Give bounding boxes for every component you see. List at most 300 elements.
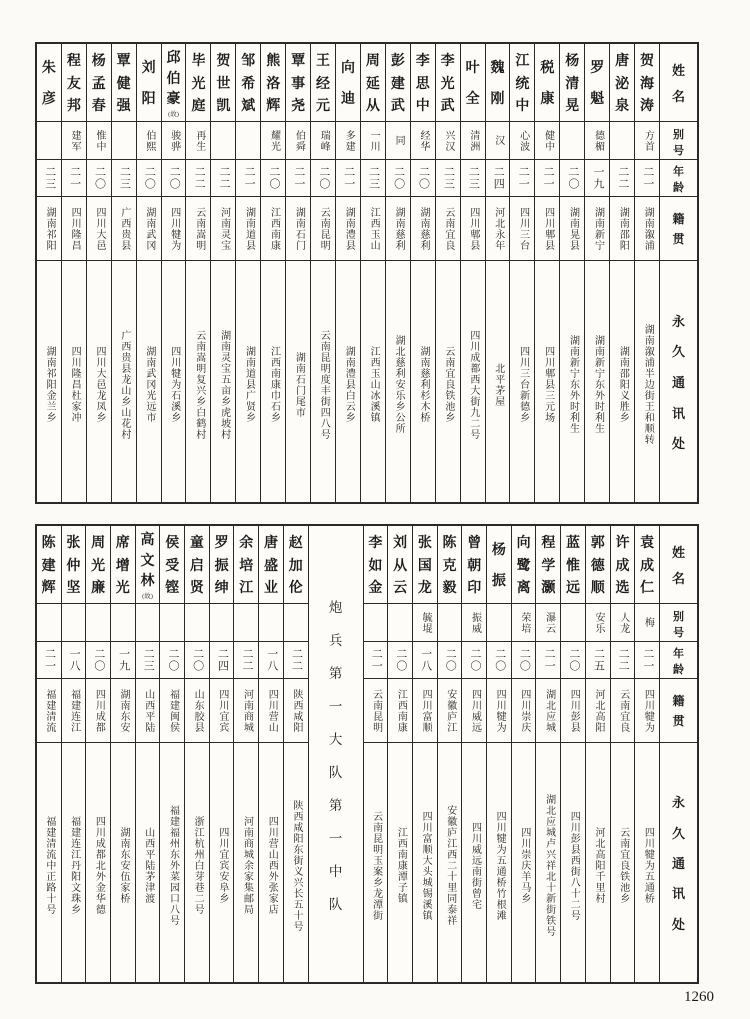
person-address: 四川犍为石溪乡	[168, 346, 180, 423]
person-alias	[136, 604, 160, 642]
char: 江	[515, 53, 530, 69]
char: 陈	[41, 535, 56, 551]
char: 杨	[91, 53, 106, 69]
person-alias: 骏骅	[162, 122, 186, 160]
char: 永	[671, 795, 685, 811]
person-native-place: 湖南澧县	[336, 197, 360, 261]
char: 李	[415, 53, 430, 69]
char: 罗	[590, 61, 605, 77]
person-name	[160, 526, 184, 604]
person-alias	[236, 122, 260, 160]
char: 魁	[590, 91, 605, 107]
char: 龄	[673, 182, 684, 194]
char: 加	[288, 558, 303, 574]
char: 罗	[214, 535, 229, 551]
person-age: 二〇	[388, 642, 412, 679]
person-column	[364, 526, 389, 982]
char: 伦	[288, 581, 303, 597]
char: 年	[673, 166, 684, 178]
header-column	[660, 44, 697, 502]
header-native-place	[660, 197, 697, 261]
person-address: 浙江杭州白芽巷二号	[192, 816, 204, 915]
char: 健	[116, 76, 131, 92]
char: 刚	[490, 91, 505, 107]
person-column	[361, 44, 386, 502]
person-age: 二〇	[185, 642, 209, 679]
person-native-place: 山东胶县	[185, 679, 209, 743]
person-address: 四川三台新德乡	[517, 346, 529, 423]
person-address: 福建福州东外菜园口八号	[167, 805, 179, 926]
person-column	[286, 44, 311, 502]
char: 程	[541, 535, 556, 551]
person-name	[486, 44, 510, 122]
person-address: 云南昆明度丰街四八号	[318, 329, 330, 440]
person-native-place: 安徽庐江	[438, 679, 462, 743]
person-age: 二三	[436, 160, 460, 197]
person-alias	[210, 604, 234, 642]
person-age: 二一	[535, 160, 559, 197]
person-native-place: 福建连江	[62, 679, 86, 743]
char: 袁	[640, 535, 655, 551]
char: 庭	[191, 99, 206, 115]
person-age: 二五	[586, 642, 610, 679]
char: 泌	[615, 76, 630, 92]
char: 唐	[264, 535, 278, 551]
char: 税	[540, 61, 555, 77]
person-age: 二四	[486, 160, 510, 197]
person-address: 四川犍为五通桥	[642, 827, 654, 904]
person-age: 二〇	[438, 642, 462, 679]
person-address: 湖南澧县白云乡	[343, 346, 355, 423]
person-name	[286, 44, 310, 122]
person-native-place: 云南昆明	[364, 679, 388, 743]
person-column	[284, 526, 309, 982]
char: 向	[516, 535, 531, 551]
char: 光	[91, 558, 106, 574]
char: 金	[368, 581, 383, 597]
header-address	[660, 743, 697, 982]
person-age: 二一	[536, 642, 560, 679]
person-native-place: 四川彭县	[561, 679, 585, 743]
char: 侯	[165, 535, 180, 551]
person-name	[635, 526, 659, 604]
char: 涛	[640, 99, 655, 115]
person-name	[535, 44, 559, 122]
person-name	[413, 526, 437, 604]
char: 别	[673, 129, 684, 141]
person-native-place: 四川威远	[462, 679, 486, 743]
char: 贺	[216, 53, 231, 69]
person-name	[86, 526, 110, 604]
char: 贯	[672, 714, 685, 729]
person-column	[635, 526, 660, 982]
person-name	[185, 526, 209, 604]
person-alias: 心波	[510, 122, 534, 160]
char: 通	[671, 374, 685, 390]
person-column	[535, 44, 560, 502]
person-age: 二二	[284, 642, 308, 679]
person-address: 四川宜宾安阜乡	[216, 827, 228, 904]
person-native-place: 湖南新宁	[585, 197, 609, 261]
char: 炮	[328, 599, 343, 615]
char: 杨	[491, 543, 506, 559]
person-alias	[388, 604, 412, 642]
char: 邹	[241, 53, 256, 69]
char: 伯	[166, 71, 181, 87]
person-alias: 汉	[486, 122, 510, 160]
char: 大	[328, 731, 343, 747]
char: 程	[66, 53, 81, 69]
roster-table-bottom	[35, 524, 699, 984]
char: 刘	[141, 61, 156, 77]
person-column	[259, 526, 284, 982]
char: 光	[115, 581, 130, 597]
char: 邱	[166, 51, 181, 67]
char: 思	[415, 76, 430, 92]
person-native-place: 四川富顺	[413, 679, 437, 743]
person-age: 二〇	[561, 642, 585, 679]
person-native-place: 云南宜良	[436, 197, 460, 261]
char: 海	[640, 76, 655, 92]
char: 文	[140, 553, 155, 569]
char: 名	[671, 570, 685, 586]
person-column	[37, 526, 62, 982]
person-column	[461, 44, 486, 502]
char: 建	[41, 558, 56, 574]
person-column	[438, 526, 463, 982]
person-native-place: 福建闽侯	[160, 679, 184, 743]
char: 仁	[640, 581, 655, 597]
person-name	[211, 44, 235, 122]
person-column	[436, 44, 461, 502]
char: 朝	[467, 558, 482, 574]
person-age: 二〇	[162, 160, 186, 197]
section-divider-label	[309, 526, 363, 982]
person-age: 二一	[286, 160, 310, 197]
person-native-place: 陕西咸阳	[284, 679, 308, 743]
person-column	[234, 526, 259, 982]
char: 籍	[672, 693, 685, 708]
person-name	[284, 526, 308, 604]
char: 强	[116, 99, 131, 115]
char: 久	[671, 825, 685, 841]
person-name	[234, 526, 258, 604]
person-address: 云南昆明玉案乡龙潭街	[370, 810, 382, 921]
char: 余	[239, 535, 254, 551]
person-native-place: 山西平陆	[136, 679, 160, 743]
person-age: 二二	[186, 160, 210, 197]
char: 贺	[640, 53, 655, 69]
person-column	[336, 44, 361, 502]
person-name	[560, 44, 584, 122]
person-age: 二〇	[137, 160, 161, 197]
person-alias	[234, 604, 258, 642]
char: 向	[340, 61, 355, 77]
person-name	[585, 44, 609, 122]
char: 魏	[490, 61, 505, 77]
person-alias: 安乐	[586, 604, 610, 642]
person-name	[136, 526, 160, 604]
person-name	[561, 526, 585, 604]
person-native-place: 湖南石门	[286, 197, 310, 261]
person-address: 陕西咸阳东街义兴长五十号	[290, 799, 302, 932]
person-name	[259, 526, 283, 604]
person-native-place: 四川崇庆	[512, 679, 536, 743]
person-address: 四川崇庆羊马乡	[518, 827, 530, 904]
person-address: 云南宜良铁池乡	[442, 346, 454, 423]
header-age	[660, 642, 697, 679]
person-column	[160, 526, 185, 982]
char: 龄	[673, 664, 684, 676]
char: 受	[165, 558, 180, 574]
person-name	[162, 44, 186, 122]
char: 成	[640, 558, 655, 574]
person-column	[560, 44, 585, 502]
person-name	[62, 44, 86, 122]
char: 振	[491, 573, 506, 589]
person-alias: 伯熙	[137, 122, 161, 160]
roster-table-top	[35, 42, 699, 504]
person-native-place: 湖南东安	[111, 679, 135, 743]
person-column	[62, 44, 87, 502]
person-name	[461, 44, 485, 122]
person-name	[611, 526, 635, 604]
char: 从	[393, 558, 408, 574]
person-age: 二二	[211, 160, 235, 197]
char: 德	[590, 558, 605, 574]
header-alias	[660, 604, 697, 642]
person-age: 二一	[364, 642, 388, 679]
char: 学	[541, 558, 556, 574]
char: 周	[91, 535, 106, 551]
person-address: 四川隆昌杜家冲	[69, 346, 81, 423]
person-age: 二三	[112, 160, 136, 197]
person-name	[87, 44, 111, 122]
char: 队	[328, 764, 343, 780]
person-age: 二二	[610, 160, 634, 197]
char: 许	[615, 535, 630, 551]
char: 第	[328, 797, 343, 813]
person-column	[87, 44, 112, 502]
char: 培	[239, 558, 254, 574]
person-native-place: 四川犍为	[487, 679, 511, 743]
header-alias	[660, 122, 697, 160]
person-address: 河南商城余家集邮局	[241, 816, 253, 915]
person-column	[510, 44, 535, 502]
person-native-place: 湖南慈利	[411, 197, 435, 261]
char: 张	[417, 535, 432, 551]
char: 处	[671, 436, 685, 452]
person-native-place: 江西南康	[388, 679, 412, 743]
person-age: 二三	[461, 160, 485, 197]
char: 坚	[66, 581, 81, 597]
person-name	[635, 44, 659, 122]
char: 全	[465, 91, 480, 107]
person-age: 二一	[236, 160, 260, 197]
person-age: 二一	[62, 160, 86, 197]
person-native-place: 湖南道县	[236, 197, 260, 261]
person-column	[186, 44, 211, 502]
person-native-place: 四川三台	[510, 197, 534, 261]
person-name	[361, 44, 385, 122]
person-name	[462, 526, 486, 604]
person-column	[236, 44, 261, 502]
person-alias	[560, 122, 584, 160]
char: 龙	[417, 581, 432, 597]
person-age: 二三	[37, 160, 61, 197]
person-native-place: 湖南邵阳	[610, 197, 634, 261]
char: 刘	[393, 535, 408, 551]
person-name	[137, 44, 161, 122]
person-age: 二二	[611, 642, 635, 679]
char: 鹭	[516, 558, 531, 574]
char: 李	[440, 53, 455, 69]
person-name	[436, 44, 460, 122]
char: 毕	[191, 53, 206, 69]
person-age: 二〇	[261, 160, 285, 197]
char: 铿	[165, 581, 180, 597]
person-column	[386, 44, 411, 502]
char: 凯	[216, 99, 231, 115]
char: 从	[365, 99, 380, 115]
char: 武	[390, 99, 405, 115]
person-column	[37, 44, 62, 502]
person-column	[610, 44, 635, 502]
person-alias: 再生	[186, 122, 210, 160]
char: 业	[264, 581, 278, 597]
person-alias	[487, 604, 511, 642]
person-column	[585, 44, 610, 502]
person-name-note: (故)	[168, 110, 179, 118]
person-native-place: 河南商城	[234, 679, 258, 743]
char: 国	[417, 558, 432, 574]
person-column	[486, 44, 511, 502]
person-address: 江西南康潭子镇	[395, 827, 407, 904]
person-address: 湖南溆浦半边街王和顺转	[642, 324, 654, 445]
char: 周	[365, 53, 380, 69]
person-native-place: 湖南武冈	[137, 197, 161, 261]
person-alias	[112, 122, 136, 160]
person-alias: 经华	[411, 122, 435, 160]
person-age: 二二	[234, 642, 258, 679]
person-address: 湖南石门尾市	[293, 351, 305, 418]
char: 别	[673, 611, 684, 623]
person-name	[37, 526, 61, 604]
char: 一	[328, 830, 343, 846]
person-column	[111, 526, 136, 982]
char: 王	[316, 53, 331, 69]
header-name	[660, 44, 697, 122]
person-age: 二一	[635, 642, 659, 679]
person-column	[210, 526, 235, 982]
person-native-place: 四川犍为	[162, 197, 186, 261]
person-name	[411, 44, 435, 122]
person-column	[86, 526, 111, 982]
char: 尧	[291, 99, 306, 115]
person-address: 湖北应城卢兴祥北十新街铁号	[543, 794, 555, 937]
person-alias	[111, 604, 135, 642]
person-age: 二〇	[462, 642, 486, 679]
person-native-place: 河北永年	[486, 197, 510, 261]
char: 仲	[66, 558, 81, 574]
person-name	[610, 44, 634, 122]
person-alias: 耀光	[261, 122, 285, 160]
char: 中	[515, 99, 530, 115]
person-name	[586, 526, 610, 604]
person-age: 二一	[510, 160, 534, 197]
char: 第	[328, 665, 343, 681]
person-address: 四川大邑龙凤乡	[94, 346, 105, 423]
person-name	[388, 526, 412, 604]
person-name	[386, 44, 410, 122]
person-name	[236, 44, 260, 122]
char: 兵	[328, 632, 343, 648]
person-alias: 梅	[635, 604, 659, 642]
person-address: 四川成都北外金华德	[93, 816, 105, 915]
char: 远	[566, 581, 581, 597]
char: 廉	[91, 581, 106, 597]
person-native-place: 湖南慈利	[386, 197, 410, 261]
person-age: 二四	[210, 642, 234, 679]
char: 年	[673, 648, 684, 660]
char: 队	[328, 896, 343, 912]
char: 洛	[266, 76, 281, 92]
person-alias: 瑞峰	[311, 122, 335, 160]
person-alias	[561, 604, 585, 642]
char: 唐	[615, 53, 630, 69]
person-alias: 兴汉	[436, 122, 460, 160]
person-age: 二〇	[487, 642, 511, 679]
person-native-place: 四川郫县	[535, 197, 559, 261]
person-address: 江西玉山冰溪镇	[368, 346, 380, 423]
person-name	[37, 44, 61, 122]
person-age: 二〇	[86, 642, 110, 679]
person-address: 湖南新宁东外时利生	[592, 335, 604, 434]
char: 盛	[264, 558, 278, 574]
person-name	[261, 44, 285, 122]
char: 邦	[66, 99, 81, 115]
person-address: 湖南祁阳金兰乡	[44, 346, 56, 423]
char: 选	[615, 581, 630, 597]
char: 张	[66, 535, 81, 551]
person-alias: 伯舜	[286, 122, 310, 160]
person-age: 一九	[585, 160, 609, 197]
person-alias: 惟中	[87, 122, 111, 160]
char: 经	[316, 76, 331, 92]
person-alias: 健中	[535, 122, 559, 160]
person-native-place: 广西贵县	[112, 197, 136, 261]
person-address: 湖南道县广贤乡	[243, 346, 255, 423]
char: 离	[516, 581, 531, 597]
person-native-place: 四川宜宾	[210, 679, 234, 743]
char: 姓	[671, 63, 685, 79]
char: 克	[442, 558, 457, 574]
char: 讯	[671, 886, 685, 902]
person-address: 江西南康巾石乡	[268, 346, 280, 423]
person-column	[512, 526, 537, 982]
char: 席	[115, 535, 130, 551]
char: 覃	[291, 53, 306, 69]
char: 光	[440, 76, 455, 92]
char: 赵	[288, 535, 303, 551]
person-native-place: 四川隆昌	[62, 197, 86, 261]
char: 灏	[541, 581, 556, 597]
char: 延	[365, 76, 380, 92]
person-column	[413, 526, 438, 982]
person-alias: 一川	[361, 122, 385, 160]
char: 彭	[390, 53, 405, 69]
char: 绅	[214, 581, 229, 597]
